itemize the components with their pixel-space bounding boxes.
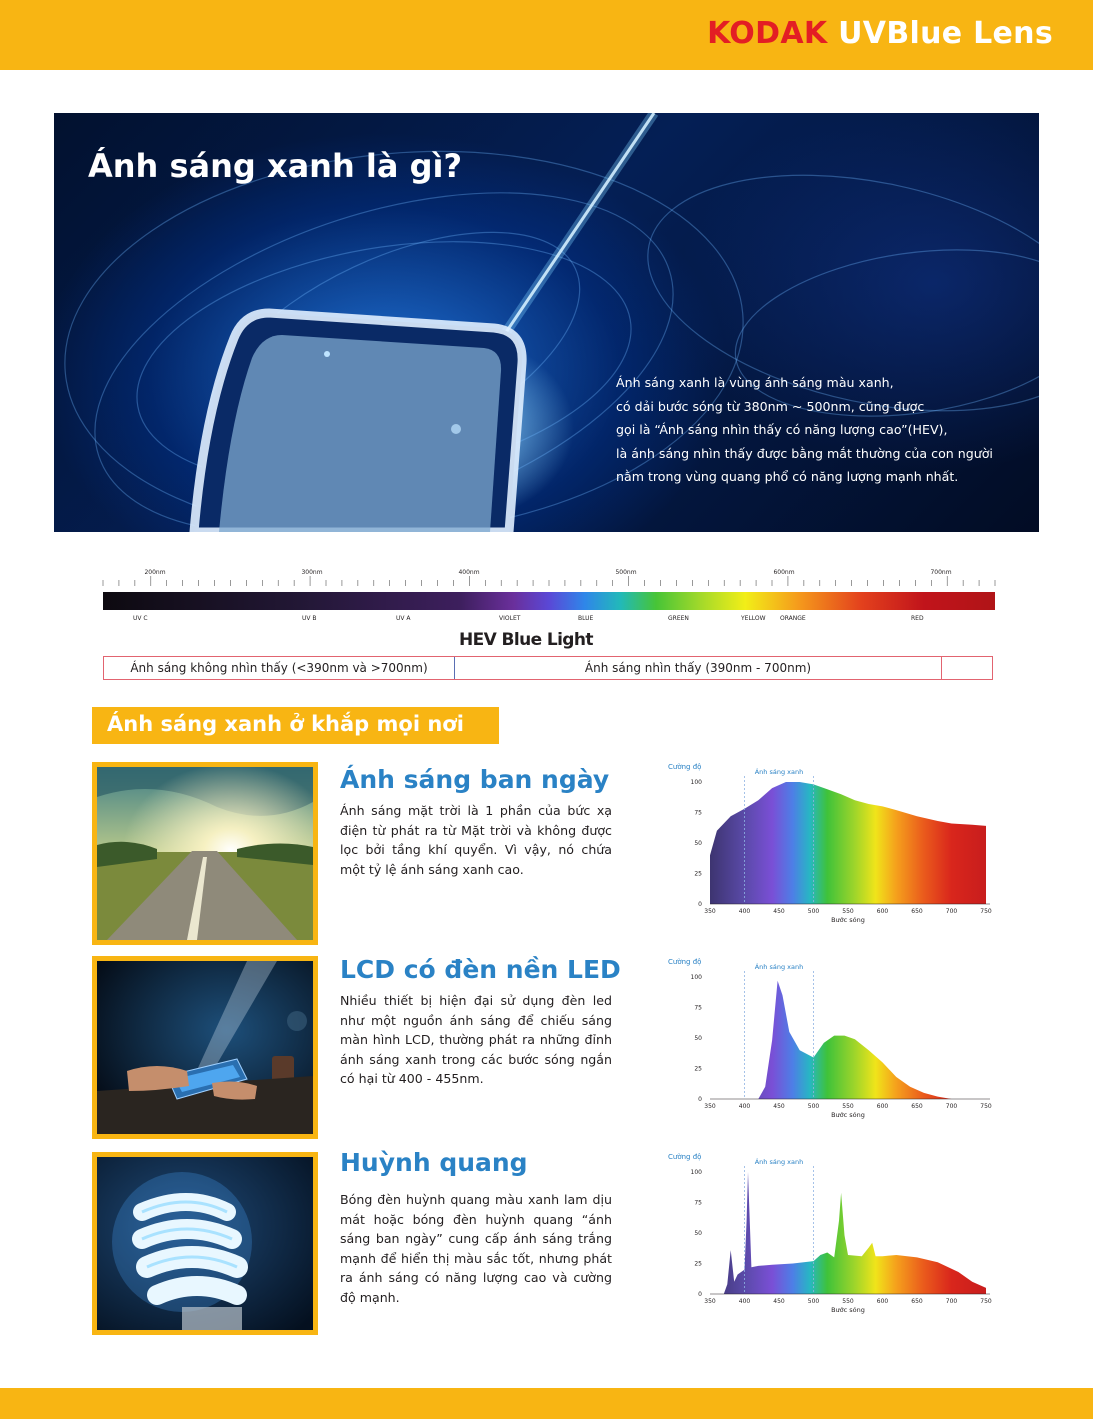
fluorescent-photo bbox=[92, 1152, 318, 1335]
y-tick-label: 50 bbox=[694, 1035, 702, 1042]
band-label: UV A bbox=[396, 615, 411, 622]
x-tick-label: 650 bbox=[911, 908, 923, 915]
hero-line: nằm trong vùng quang phổ có năng lượng mạnh nhất. bbox=[616, 469, 959, 484]
y-tick-label: 25 bbox=[694, 870, 702, 878]
x-tick-label: 400 bbox=[738, 1103, 751, 1110]
brand-logo bbox=[707, 16, 1053, 51]
visible-range: Ánh sáng nhìn thấy (390nm - 700nm) bbox=[455, 657, 942, 679]
x-tick-label: 550 bbox=[842, 1298, 854, 1305]
lcd-photo bbox=[92, 956, 318, 1139]
range-box bbox=[103, 656, 993, 680]
band-label: RED bbox=[911, 615, 924, 622]
item-text-lcd: Nhiều thiết bị hiện đại sử dụng đèn led như một nguồn ánh sáng để chiếu sáng màn hình LCD, thường phát ra những đỉnh ánh sáng xanh trong các bước sóng ngắn có hại từ 400 - 455nm. bbox=[340, 993, 612, 1086]
spectrum-area bbox=[724, 1172, 986, 1294]
y-tick-label: 100 bbox=[690, 1169, 702, 1176]
x-tick-label: 400 bbox=[738, 1298, 751, 1305]
spectrum-band bbox=[103, 592, 995, 610]
x-tick-label: 350 bbox=[704, 1298, 716, 1305]
y-tick-label: 50 bbox=[694, 840, 702, 847]
hero-description bbox=[616, 371, 1036, 489]
x-tick-label: 450 bbox=[773, 1298, 785, 1305]
invisible-range: Ánh sáng không nhìn thấy (<390nm và >700nm) bbox=[104, 657, 455, 679]
x-tick-label: 750 bbox=[980, 908, 992, 915]
spectrum-ticks bbox=[0, 560, 1093, 590]
brand-kodak: KODAK bbox=[707, 16, 828, 51]
nm-label: 500nm bbox=[615, 569, 637, 576]
chart-fluorescent bbox=[660, 1150, 1000, 1340]
item-title-daylight: Ánh sáng ban ngày bbox=[340, 765, 610, 794]
daylight-photo bbox=[92, 762, 318, 945]
y-tick-label: 75 bbox=[694, 1199, 702, 1207]
y-tick-label: 0 bbox=[698, 1096, 702, 1103]
item-title-lcd: LCD có đèn nền LED bbox=[340, 955, 621, 984]
chart-annotation: Ánh sáng xanh bbox=[754, 963, 804, 971]
y-tick-label: 50 bbox=[694, 1230, 702, 1237]
nm-label: 300nm bbox=[301, 569, 323, 576]
y-tick-label: 0 bbox=[698, 1291, 702, 1298]
x-tick-label: 500 bbox=[807, 908, 820, 915]
item-text-daylight: Ánh sáng mặt trời là 1 phần của bức xạ điện từ phát ra từ Mặt trời và không được lọc bởi tầng khí quyển. Vì vậy, nó chứa một tỷ lệ ánh sáng xanh cao. bbox=[340, 803, 612, 877]
x-tick-label: 700 bbox=[945, 908, 958, 915]
chart-ylabel: Cường độ bbox=[668, 1153, 702, 1161]
nm-label: 700nm bbox=[930, 569, 952, 576]
nm-label: 400nm bbox=[458, 569, 480, 576]
bottom-bar bbox=[0, 1388, 1093, 1419]
spectrum-chart bbox=[660, 760, 1000, 950]
x-tick-label: 650 bbox=[911, 1298, 923, 1305]
band-label: BLUE bbox=[578, 615, 594, 622]
y-tick-label: 75 bbox=[694, 809, 702, 817]
x-tick-label: 700 bbox=[945, 1103, 958, 1110]
chart-xlabel: Bước sóng bbox=[831, 1306, 865, 1314]
hero-line: Ánh sáng xanh là vùng ánh sáng màu xanh, bbox=[616, 375, 894, 390]
spectrum-area bbox=[758, 981, 951, 1099]
hero-banner bbox=[54, 113, 1039, 532]
chart-xlabel: Bước sóng bbox=[831, 916, 865, 924]
x-tick-label: 600 bbox=[876, 1298, 889, 1305]
x-tick-label: 600 bbox=[876, 908, 889, 915]
chart-annotation: Ánh sáng xanh bbox=[754, 1158, 804, 1166]
x-tick-label: 750 bbox=[980, 1298, 992, 1305]
hero-line: có dải bước sóng từ 380nm ~ 500nm, cũng được bbox=[616, 398, 925, 414]
section-header bbox=[92, 707, 499, 744]
band-label: UV B bbox=[302, 615, 317, 622]
spectrum-scale bbox=[0, 560, 1093, 690]
y-tick-label: 25 bbox=[694, 1065, 702, 1073]
y-tick-label: 100 bbox=[690, 974, 702, 981]
x-tick-label: 450 bbox=[773, 1103, 785, 1110]
chart-ylabel: Cường độ bbox=[668, 763, 702, 771]
x-tick-label: 500 bbox=[807, 1298, 820, 1305]
band-label: UV C bbox=[133, 615, 148, 622]
y-tick-label: 25 bbox=[694, 1260, 702, 1268]
spectrum-chart bbox=[660, 1150, 1000, 1340]
x-tick-label: 400 bbox=[738, 908, 751, 915]
band-label: YELLOW bbox=[741, 615, 766, 622]
chart-daylight bbox=[660, 760, 1000, 950]
y-tick-label: 75 bbox=[694, 1004, 702, 1012]
band-label: ORANGE bbox=[780, 615, 806, 622]
band-label: VIOLET bbox=[499, 615, 521, 622]
hero-line: là ánh sáng nhìn thấy được bằng mắt thường của con người bbox=[616, 445, 993, 461]
item-text-fluorescent: Bóng đèn huỳnh quang màu xanh lam dịu mát hoặc bóng đèn huỳnh quang “ánh sáng ban ngày” cung cấp ánh sáng trắng mạnh để hiển thị màu sắc tốt, nhưng phát ra ánh sáng có năng lượng cao và cường độ mạnh. bbox=[340, 1192, 612, 1305]
hero-title: Ánh sáng xanh là gì? bbox=[88, 147, 463, 185]
chart-annotation: Ánh sáng xanh bbox=[754, 768, 804, 776]
spectrum-chart bbox=[660, 955, 1000, 1145]
nm-label: 200nm bbox=[144, 569, 166, 576]
y-tick-label: 100 bbox=[690, 779, 702, 786]
spectrum-area bbox=[710, 782, 986, 904]
x-tick-label: 500 bbox=[807, 1103, 820, 1110]
x-tick-label: 550 bbox=[842, 1103, 854, 1110]
y-tick-label: 0 bbox=[698, 901, 702, 908]
nm-label: 600nm bbox=[773, 569, 795, 576]
brand-product: UVBlue Lens bbox=[838, 16, 1053, 51]
x-tick-label: 550 bbox=[842, 908, 854, 915]
hev-title: HEV Blue Light bbox=[459, 630, 593, 650]
x-tick-label: 750 bbox=[980, 1103, 992, 1110]
x-tick-label: 350 bbox=[704, 1103, 716, 1110]
x-tick-label: 650 bbox=[911, 1103, 923, 1110]
chart-xlabel: Bước sóng bbox=[831, 1111, 865, 1119]
x-tick-label: 450 bbox=[773, 908, 785, 915]
section-title: Ánh sáng xanh ở khắp mọi nơi bbox=[107, 712, 464, 736]
hero-line: gọi là “Ánh sáng nhìn thấy có năng lượng cao”(HEV), bbox=[616, 422, 948, 437]
item-title-fluorescent: Huỳnh quang bbox=[340, 1148, 528, 1177]
top-bar bbox=[0, 0, 1093, 70]
chart-lcd bbox=[660, 955, 1000, 1145]
x-tick-label: 600 bbox=[876, 1103, 889, 1110]
x-tick-label: 700 bbox=[945, 1298, 958, 1305]
chart-ylabel: Cường độ bbox=[668, 958, 702, 966]
x-tick-label: 350 bbox=[704, 908, 716, 915]
band-label: GREEN bbox=[668, 615, 689, 622]
